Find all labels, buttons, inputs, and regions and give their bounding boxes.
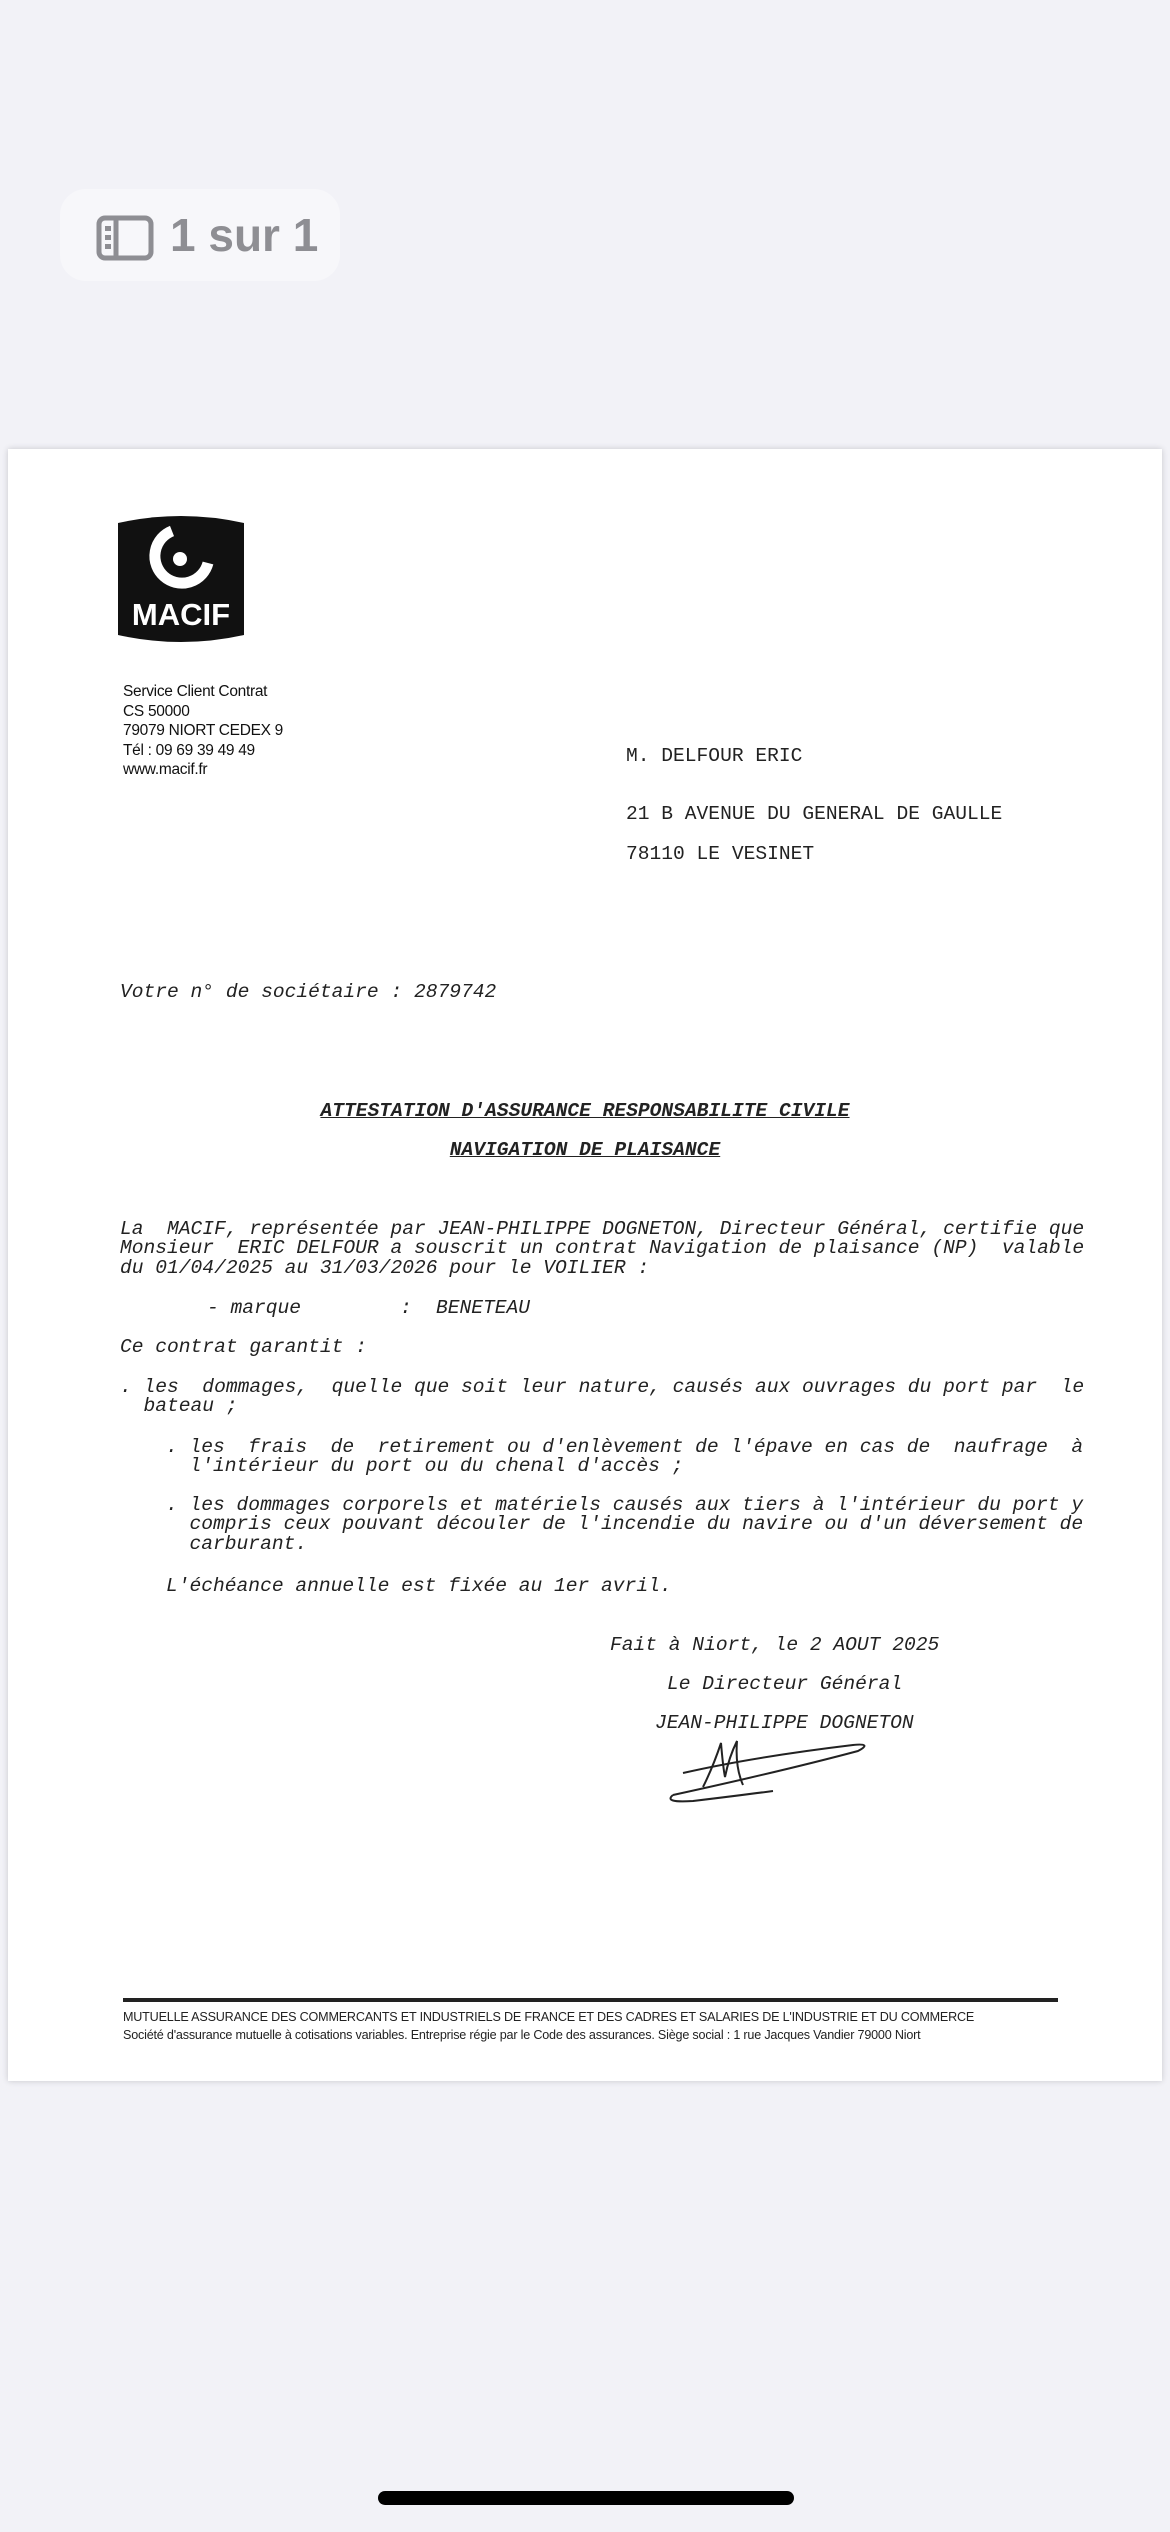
page-indicator-label: 1 sur 1 <box>170 209 319 261</box>
brand-label: - marque <box>207 1297 302 1319</box>
page-indicator-button[interactable] <box>60 189 340 281</box>
signatory-name: JEAN-PHILIPPE DOGNETON <box>655 1712 914 1734</box>
renewal-date: L'échéance annuelle est fixée au 1er avril. <box>166 1575 672 1597</box>
footer-divider <box>123 1998 1058 2002</box>
sender-line: CS 50000 <box>123 702 190 720</box>
intro-line: La MACIF, représentée par JEAN-PHILIPPE DOGNETON, Directeur Général, certifie que <box>120 1218 1085 1240</box>
guarantee-item <box>120 1378 1084 1417</box>
guarantee-line: carburant. <box>166 1532 308 1555</box>
guarantee-line: compris ceux pouvant découler de l'incendie du navire ou d'un déversement de <box>166 1513 1084 1536</box>
document-page <box>8 449 1162 2081</box>
sidebar-icon <box>96 215 154 261</box>
svg-text:MACIF: MACIF <box>131 597 231 632</box>
home-indicator[interactable] <box>378 2491 794 2505</box>
intro-line: du 01/04/2025 au 31/03/2026 pour le VOILIER : <box>120 1256 650 1279</box>
guarantee-line: . les frais de retirement ou d'enlèvement de l'épave en cas de naufrage à <box>166 1436 1084 1458</box>
signatory-title: Le Directeur Général <box>667 1673 903 1695</box>
document-subtitle: NAVIGATION DE PLAISANCE <box>449 1139 721 1161</box>
guarantee-line: . les dommages, quelle que soit leur nature, causés aux ouvrages du port par le <box>120 1376 1085 1398</box>
recipient-name: M. DELFOUR ERIC <box>626 745 803 767</box>
member-number: Votre n° de sociétaire : 2879742 <box>120 981 497 1003</box>
sender-line: Service Client Contrat <box>123 683 268 700</box>
guarantee-line: l'intérieur du port ou du chenal d'accès ; <box>166 1455 684 1478</box>
sender-line: Tél : 09 69 39 49 49 <box>123 741 255 759</box>
recipient-street: 21 B AVENUE DU GENERAL DE GAULLE <box>626 803 1003 825</box>
sender-address <box>123 682 283 780</box>
recipient-city: 78110 LE VESINET <box>626 843 815 865</box>
sender-website: www.macif.fr <box>123 761 208 778</box>
intro-paragraph <box>120 1220 1084 1278</box>
intro-line: Monsieur ERIC DELFOUR a souscrit un contrat Navigation de plaisance (NP) valable <box>120 1237 1085 1260</box>
signature <box>663 1737 873 1812</box>
guarantee-item <box>166 1438 1083 1477</box>
footer-company: MUTUELLE ASSURANCE DES COMMERCANTS ET INDUSTRIELS DE FRANCE ET DES CADRES ET SALARIES DE L'INDUSTRIE ET DU COMMERCE <box>123 2010 975 2024</box>
macif-logo <box>116 515 246 643</box>
document-title: ATTESTATION D'ASSURANCE RESPONSABILITE CIVILE <box>320 1100 850 1122</box>
brand-separator: : <box>400 1297 412 1319</box>
guarantee-line: bateau ; <box>120 1395 238 1418</box>
guarantees-heading: Ce contrat garantit : <box>120 1336 367 1358</box>
sender-line: 79079 NIORT CEDEX 9 <box>123 722 284 739</box>
brand-value: BENETEAU <box>436 1297 531 1319</box>
footer-legal: Société d'assurance mutuelle à cotisations variables. Entreprise régie par le Code des assurances. Siège social : 1 rue Jacques Vandier 79000 Niort <box>123 2028 921 2042</box>
place-date: Fait à Niort, le 2 AOUT 2025 <box>610 1634 940 1656</box>
guarantee-item <box>166 1496 1083 1554</box>
guarantee-line: . les dommages corporels et matériels causés aux tiers à l'intérieur du port y <box>166 1494 1084 1516</box>
